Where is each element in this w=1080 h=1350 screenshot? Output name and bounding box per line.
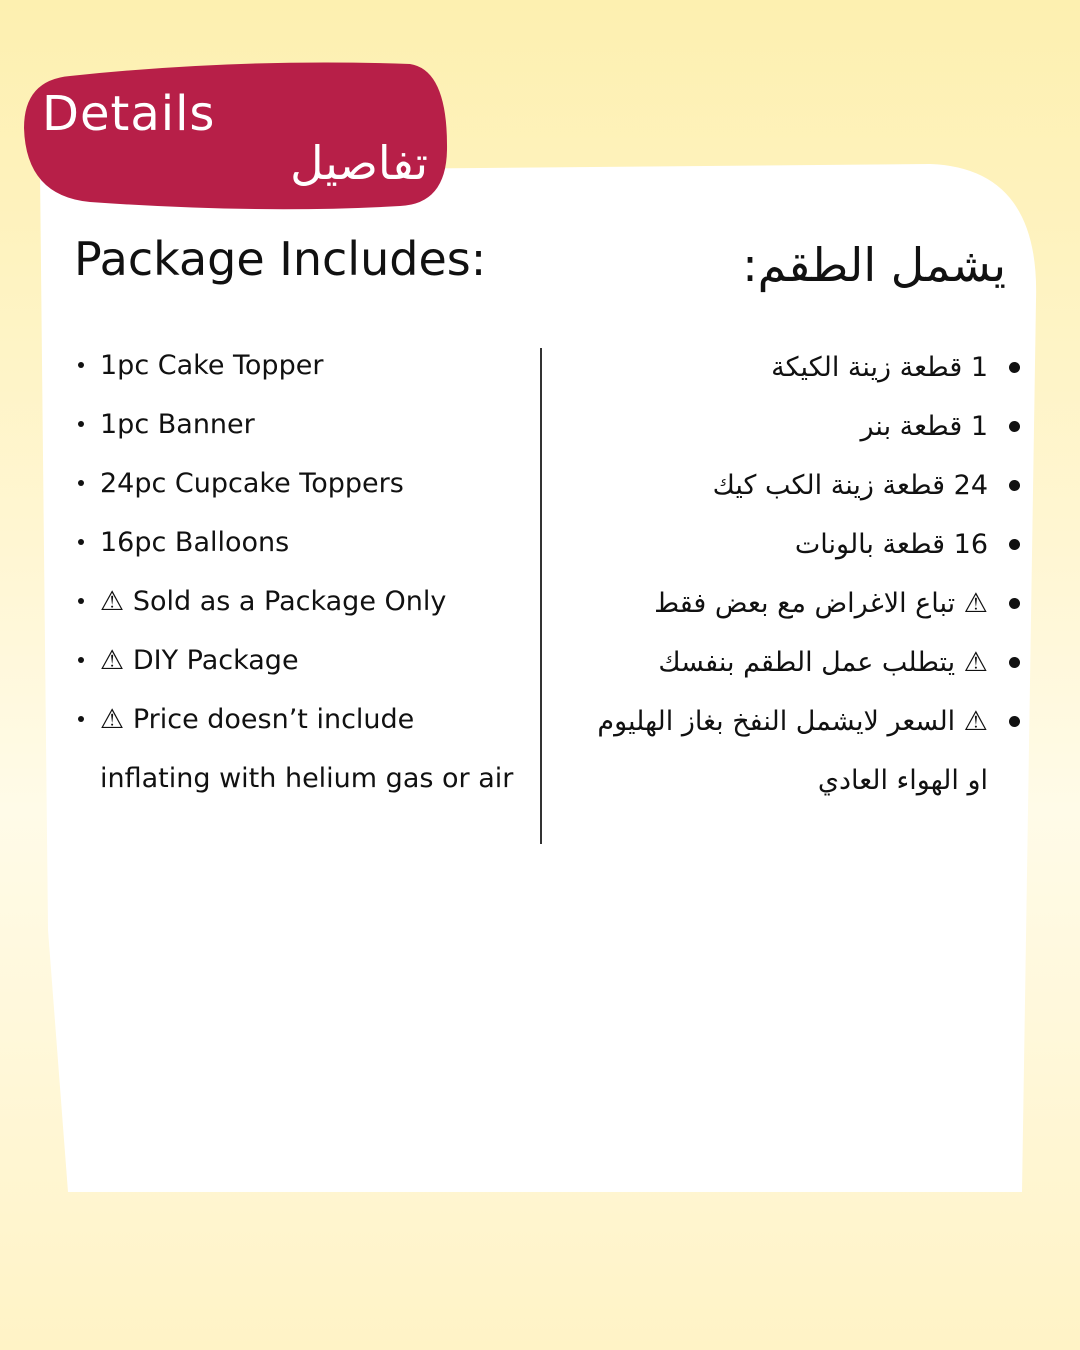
- list-item-text: 24 قطعة زينة الكب كيك: [712, 470, 988, 501]
- package-list-en: [78, 336, 528, 808]
- list-item-text: 1 قطعة بنر: [860, 411, 988, 442]
- list-item: [78, 336, 528, 395]
- package-includes-heading-en: Package Includes:: [74, 232, 487, 286]
- list-item-text: 1pc Cake Topper: [100, 350, 324, 381]
- list-item-text: 16 قطعة بالونات: [794, 529, 988, 560]
- list-item: [78, 572, 528, 631]
- list-item: [78, 395, 528, 454]
- list-item: [582, 456, 1022, 515]
- list-item-text: 24pc Cupcake Toppers: [100, 468, 404, 499]
- list-item: [582, 397, 1022, 456]
- badge-title-en: Details: [42, 86, 216, 142]
- list-item-text: Price doesn’t include inflating with helium gas or air: [100, 704, 514, 794]
- package-list-ar: [582, 338, 1022, 810]
- warning-triangle-icon: ⚠: [100, 586, 125, 617]
- list-item-text: تباع الاغراض مع بعض فقط: [654, 588, 956, 619]
- warning-triangle-icon: ⚠: [100, 704, 125, 735]
- list-item-text: السعر لايشمل النفخ بغاز الهليوم او الهواء العادي: [597, 706, 988, 796]
- list-item-text: DIY Package: [132, 645, 299, 676]
- column-divider: [540, 348, 542, 844]
- list-item: [582, 633, 1022, 692]
- list-item-text: 1 قطعة زينة الكيكة: [771, 352, 988, 383]
- warning-triangle-icon: ⚠: [100, 645, 125, 676]
- list-item: [78, 454, 528, 513]
- warning-triangle-icon: ⚠: [963, 706, 988, 737]
- list-item: [582, 338, 1022, 397]
- list-item-text: يتطلب عمل الطقم بنفسك: [658, 647, 956, 678]
- list-item: [582, 574, 1022, 633]
- list-item-text: Sold as a Package Only: [132, 586, 447, 617]
- badge-title-ar: تفاصيل: [290, 136, 428, 190]
- list-item-text: 1pc Banner: [100, 409, 255, 440]
- list-item: [78, 631, 528, 690]
- list-item: [78, 690, 528, 808]
- package-includes-heading-ar: يشمل الطقم:: [742, 238, 1006, 292]
- warning-triangle-icon: ⚠: [963, 588, 988, 619]
- list-item: [582, 692, 1022, 810]
- list-item: [78, 513, 528, 572]
- list-item-text: 16pc Balloons: [100, 527, 290, 558]
- list-item: [582, 515, 1022, 574]
- warning-triangle-icon: ⚠: [963, 647, 988, 678]
